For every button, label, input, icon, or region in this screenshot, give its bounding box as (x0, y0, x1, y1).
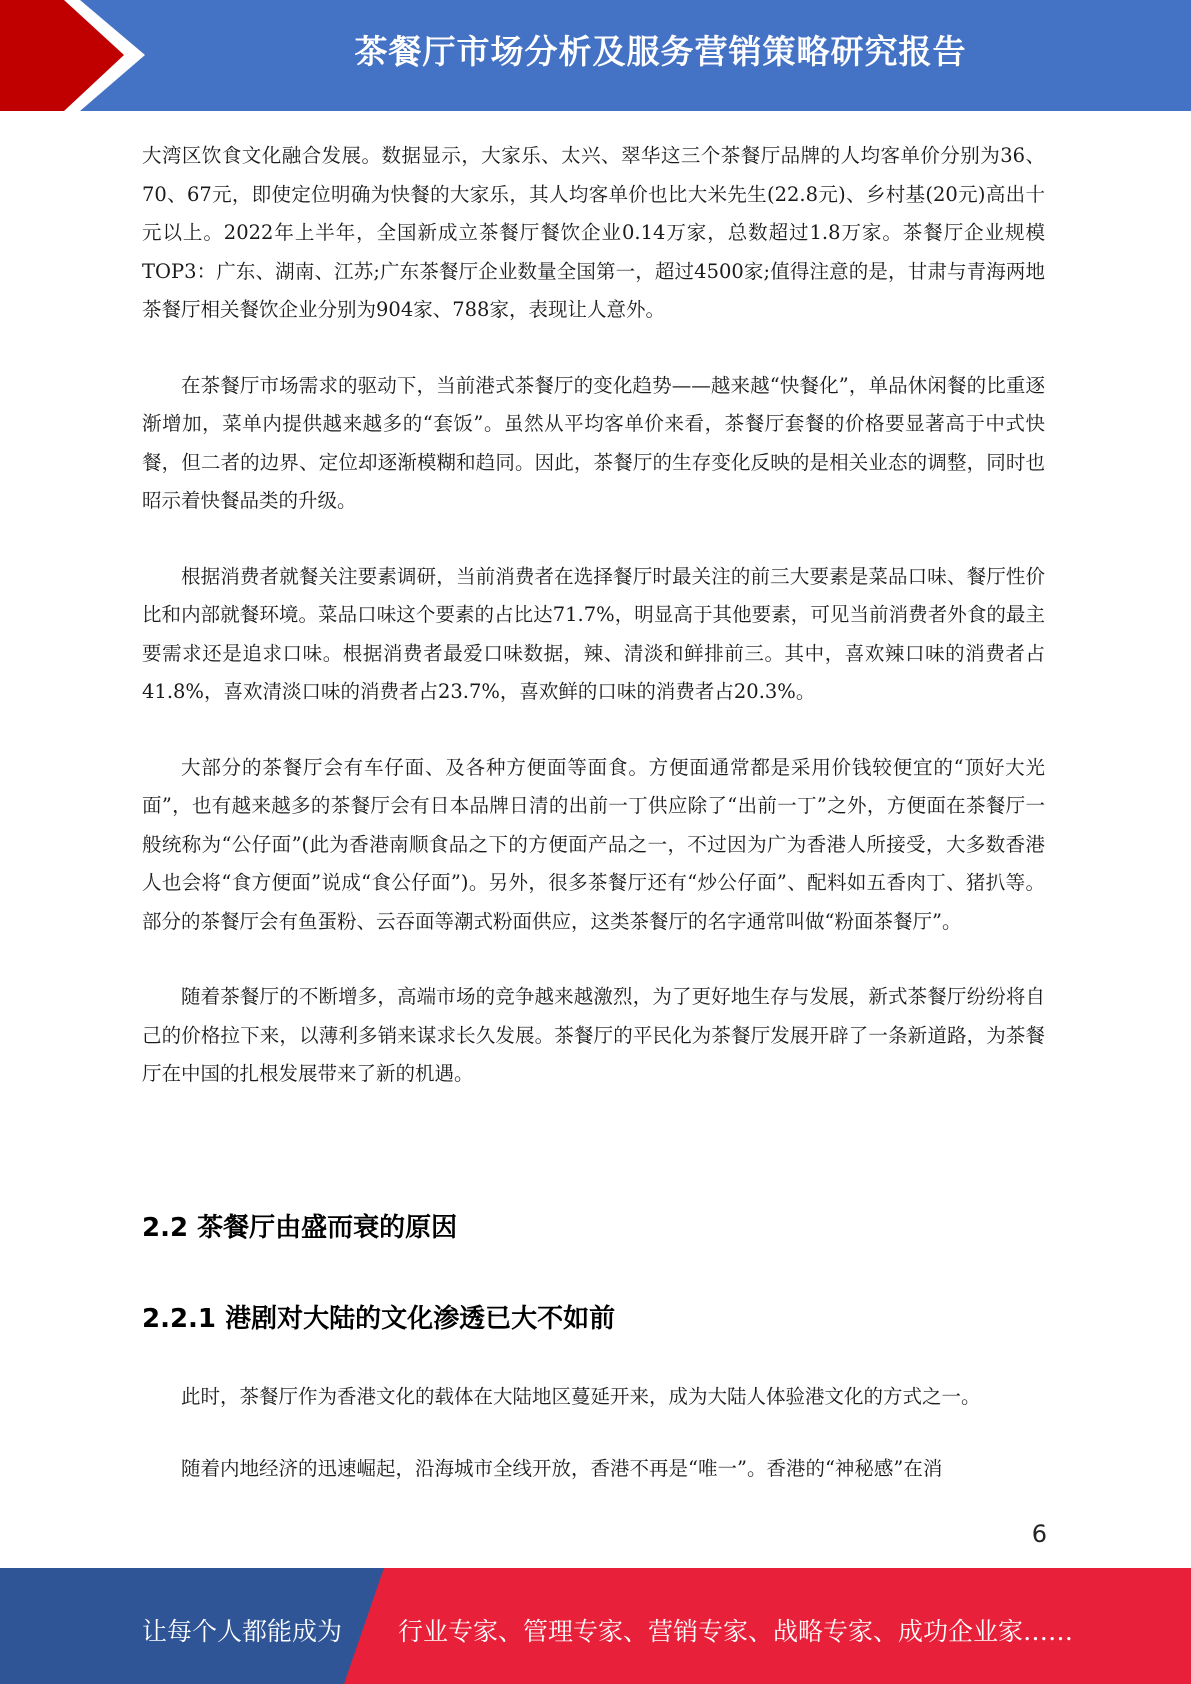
body-paragraph: 随着茶餐厅的不断增多，高端市场的竞争越来越激烈，为了更好地生存与发展，新式茶餐厅纷纷将自己的价格拉下来，以薄利多销来谋求长久发展。茶餐厅的平民化为茶餐厅发展开辟了一条新道路，为茶餐厅在中国的扎根发展带来了新的机遇。 (142, 985, 1045, 1085)
body-paragraph: 根据消费者就餐关注要素调研，当前消费者在选择餐厅时最关注的前三大要素是菜品口味、餐厅性价比和内部就餐环境。菜品口味这个要素的占比达71.7%，明显高于其他要素，可见当前消费者外食的最主要需求还是追求口味。根据消费者最爱口味数据，辣、清淡和鲜排前三。其中，喜欢辣口味的消费者占41.8%，喜欢清淡口味的消费者占23.7%，喜欢鲜的口味的消费者占20.3%。 (142, 564, 1045, 703)
document-title: 茶餐厅市场分析及服务营销策略研究报告 (354, 32, 967, 71)
section-heading: 2.2 茶餐厅由盛而衰的原因 (142, 1213, 458, 1243)
body-paragraph: 大部分的茶餐厅会有车仔面、及各种方便面等面食。方便面通常都是采用价钱较便宜的“顶好大光面”，也有越来越多的茶餐厅会有日本品牌日清的出前一丁供应除了“出前一丁”之外，方便面在茶餐厅一般统称为“公仔面”(此为香港南顺食品之下的方便面产品之一，不过因为广为香港人所接受，大多数香港人也会将“食方便面”说成“食公仔面”)。另外，很多茶餐厅还有“炒公仔面”、配料如五香肉丁、猪扒等。部分的茶餐厅会有鱼蛋粉、云吞面等潮式粉面供应，这类茶餐厅的名字通常叫做“粉面茶餐厅”。 (142, 755, 1045, 933)
body-paragraph: 此时，茶餐厅作为香港文化的载体在大陆地区蔓延开来，成为大陆人体验港文化的方式之一。 (181, 1385, 981, 1408)
body-paragraph: 随着内地经济的迅速崛起，沿海城市全线开放，香港不再是“唯一”。香港的“神秘感”在消 (181, 1457, 943, 1480)
page-footer (0, 1568, 1191, 1684)
body-paragraph: 大湾区饮食文化融合发展。数据显示，大家乐、太兴、翠华这三个茶餐厅品牌的人均客单价分别为36、70、67元，即使定位明确为快餐的大家乐，其人均客单价也比大米先生(22.8元)、乡村基(20元)高出十元以上。2022年上半年，全国新成立茶餐厅餐饮企业0.14万家，总数超过1.8万家。茶餐厅企业规模TOP3：广东、湖南、江苏;广东茶餐厅企业数量全国第一，超过4500家;值得注意的是，甘肃与青海两地茶餐厅相关餐饮企业分别为904家、788家，表现让人意外。 (142, 144, 1045, 321)
page-header (0, 0, 1191, 111)
footer-slogan-right: 行业专家、管理专家、营销专家、战略专家、成功企业家…… (398, 1617, 1074, 1646)
body-paragraph: 在茶餐厅市场需求的驱动下，当前港式茶餐厅的变化趋势——越来越“快餐化”，单品休闲餐的比重逐渐增加，菜单内提供越来越多的“套饭”。虽然从平均客单价来看，茶餐厅套餐的价格要显著高于中式快餐，但二者的边界、定位却逐渐模糊和趋同。因此，茶餐厅的生存变化反映的是相关业态的调整，同时也昭示着快餐品类的升级。 (142, 373, 1045, 512)
footer-slogan-left: 让每个人都能成为 (142, 1617, 343, 1646)
subsection-heading: 2.2.1 港剧对大陆的文化渗透已大不如前 (142, 1304, 616, 1334)
page-number: 6 (1031, 1520, 1047, 1548)
document-body (142, 137, 1045, 1131)
